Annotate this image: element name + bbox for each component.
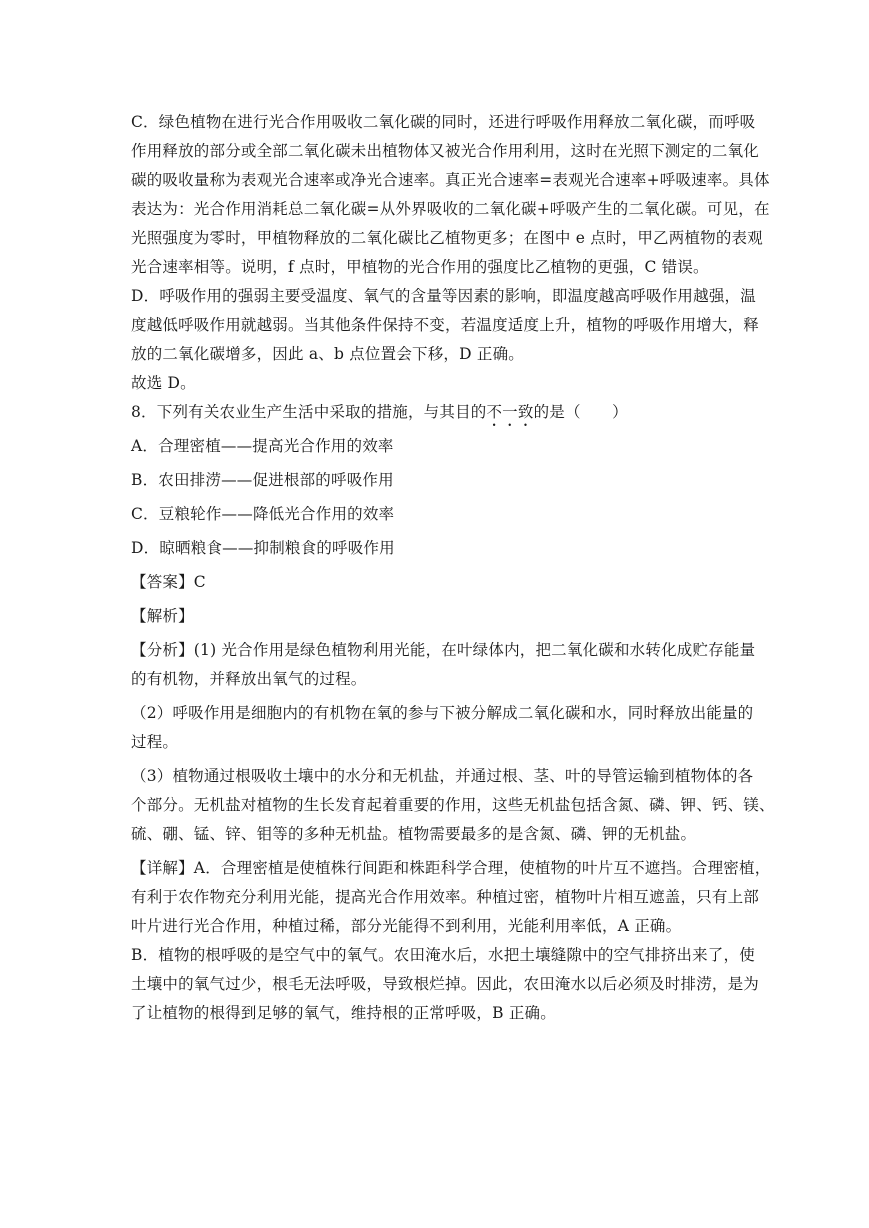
text-line: 光合速率相等。说明，f 点时，甲植物的光合作用的强度比乙植物的更强，C 错误。 (131, 258, 709, 276)
text-line: B．植物的根呼吸的是空气中的氧气。农田淹水后，水把土壤缝隙中的空气排挤出来了，使 (131, 946, 755, 964)
text-line: 【分析】(1) 光合作用是绿色植物利用光能，在叶绿体内，把二氧化碳和水转化成贮存能量 (131, 641, 756, 659)
detail-option-b (131, 941, 771, 1028)
text-line: 碳的吸收量称为表观光合速率或净光合速率。真正光合速率=表观光合速率+呼吸速率。具体 (131, 171, 770, 189)
detail-option-a (131, 854, 771, 941)
text-line: D．呼吸作用的强弱主要受温度、氧气的含量等因素的影响，即温度越高呼吸作用越强，温 (131, 287, 756, 305)
analysis-point-1 (131, 636, 771, 694)
option-a: A．合理密植——提高光合作用的效率 (131, 437, 394, 455)
explanation-option-c (131, 108, 771, 282)
text-line: 作用释放的部分或全部二氧化碳未出植物体又被光合作用利用，这时在光照下测定的二氧化 (131, 142, 760, 160)
text-line: 度越低呼吸作用就越弱。当其他条件保持不变，若温度适度上升，植物的呼吸作用增大，释 (131, 316, 760, 334)
option-b: B．农田排涝——促进根部的呼吸作用 (131, 471, 394, 489)
question-stem-after: 的是（ ） (533, 403, 628, 421)
text-line: 叶片进行光合作用，种植过稀，部分光能得不到利用，光能利用率低，A 正确。 (131, 917, 682, 935)
question-stem-before: 8．下列有关农业生产生活中采取的措施，与其目的 (131, 403, 487, 421)
question-stem (131, 398, 771, 427)
analysis-label: 【解析】 (131, 607, 194, 625)
explanation-option-d (131, 282, 771, 369)
text-line: C．绿色植物在进行光合作用吸收二氧化碳的同时，还进行呼吸作用释放二氧化碳，而呼吸 (131, 113, 756, 131)
page-content (131, 108, 775, 1028)
text-line: 表达为：光合作用消耗总二氧化碳=从外界吸收的二氧化碳+呼吸产生的二氧化碳。可见，在 (131, 200, 770, 218)
text-line: 的有机物，并释放出氧气的过程。 (131, 670, 367, 688)
text-line: 放的二氧化碳增多，因此 a、b 点位置会下移，D 正确。 (131, 345, 524, 363)
text-line: 有利于农作物充分利用光能，提高光合作用效率。种植过密，植物叶片相互遮盖，只有上部 (131, 888, 760, 906)
text-line: 个部分。无机盐对植物的生长发育起着重要的作用，这些无机盐包括含氮、磷、钾、钙、镁、 (131, 796, 775, 814)
question-stem-emphasis: 不一致 (486, 403, 534, 421)
text-line: （2）呼吸作用是细胞内的有机物在氧的参与下被分解成二氧化碳和水，同时释放出能量的 (131, 704, 754, 722)
text-line: （3）植物通过根吸收土壤中的水分和无机盐，并通过根、茎、叶的导管运输到植物体的各 (131, 767, 754, 785)
conclusion-line: 故选 D。 (131, 374, 196, 392)
option-c: C．豆粮轮作——降低光合作用的效率 (131, 505, 395, 523)
option-d: D．晾晒粮食——抑制粮食的呼吸作用 (131, 539, 395, 557)
text-line: 硫、硼、锰、锌、钼等的多种无机盐。植物需要最多的是含氮、磷、钾的无机盐。 (131, 825, 697, 843)
text-line: 了让植物的根得到足够的氧气，维持根的正常呼吸，B 正确。 (131, 1004, 556, 1022)
text-line: 【详解】A．合理密植是使植株行间距和株距科学合理，使植物的叶片互不遮挡。合理密植， (131, 859, 771, 877)
answer-line: 【答案】C (131, 573, 206, 591)
text-line: 光照强度为零时，甲植物释放的二氧化碳比乙植物更多；在图中 e 点时，甲乙两植物的表观 (131, 229, 763, 247)
text-line: 过程。 (131, 733, 179, 751)
analysis-point-2 (131, 699, 771, 757)
analysis-point-3 (131, 762, 775, 849)
text-line: 土壤中的氧气过少，根毛无法呼吸，导致根烂掉。因此，农田淹水以后必须及时排涝，是为 (131, 975, 760, 993)
